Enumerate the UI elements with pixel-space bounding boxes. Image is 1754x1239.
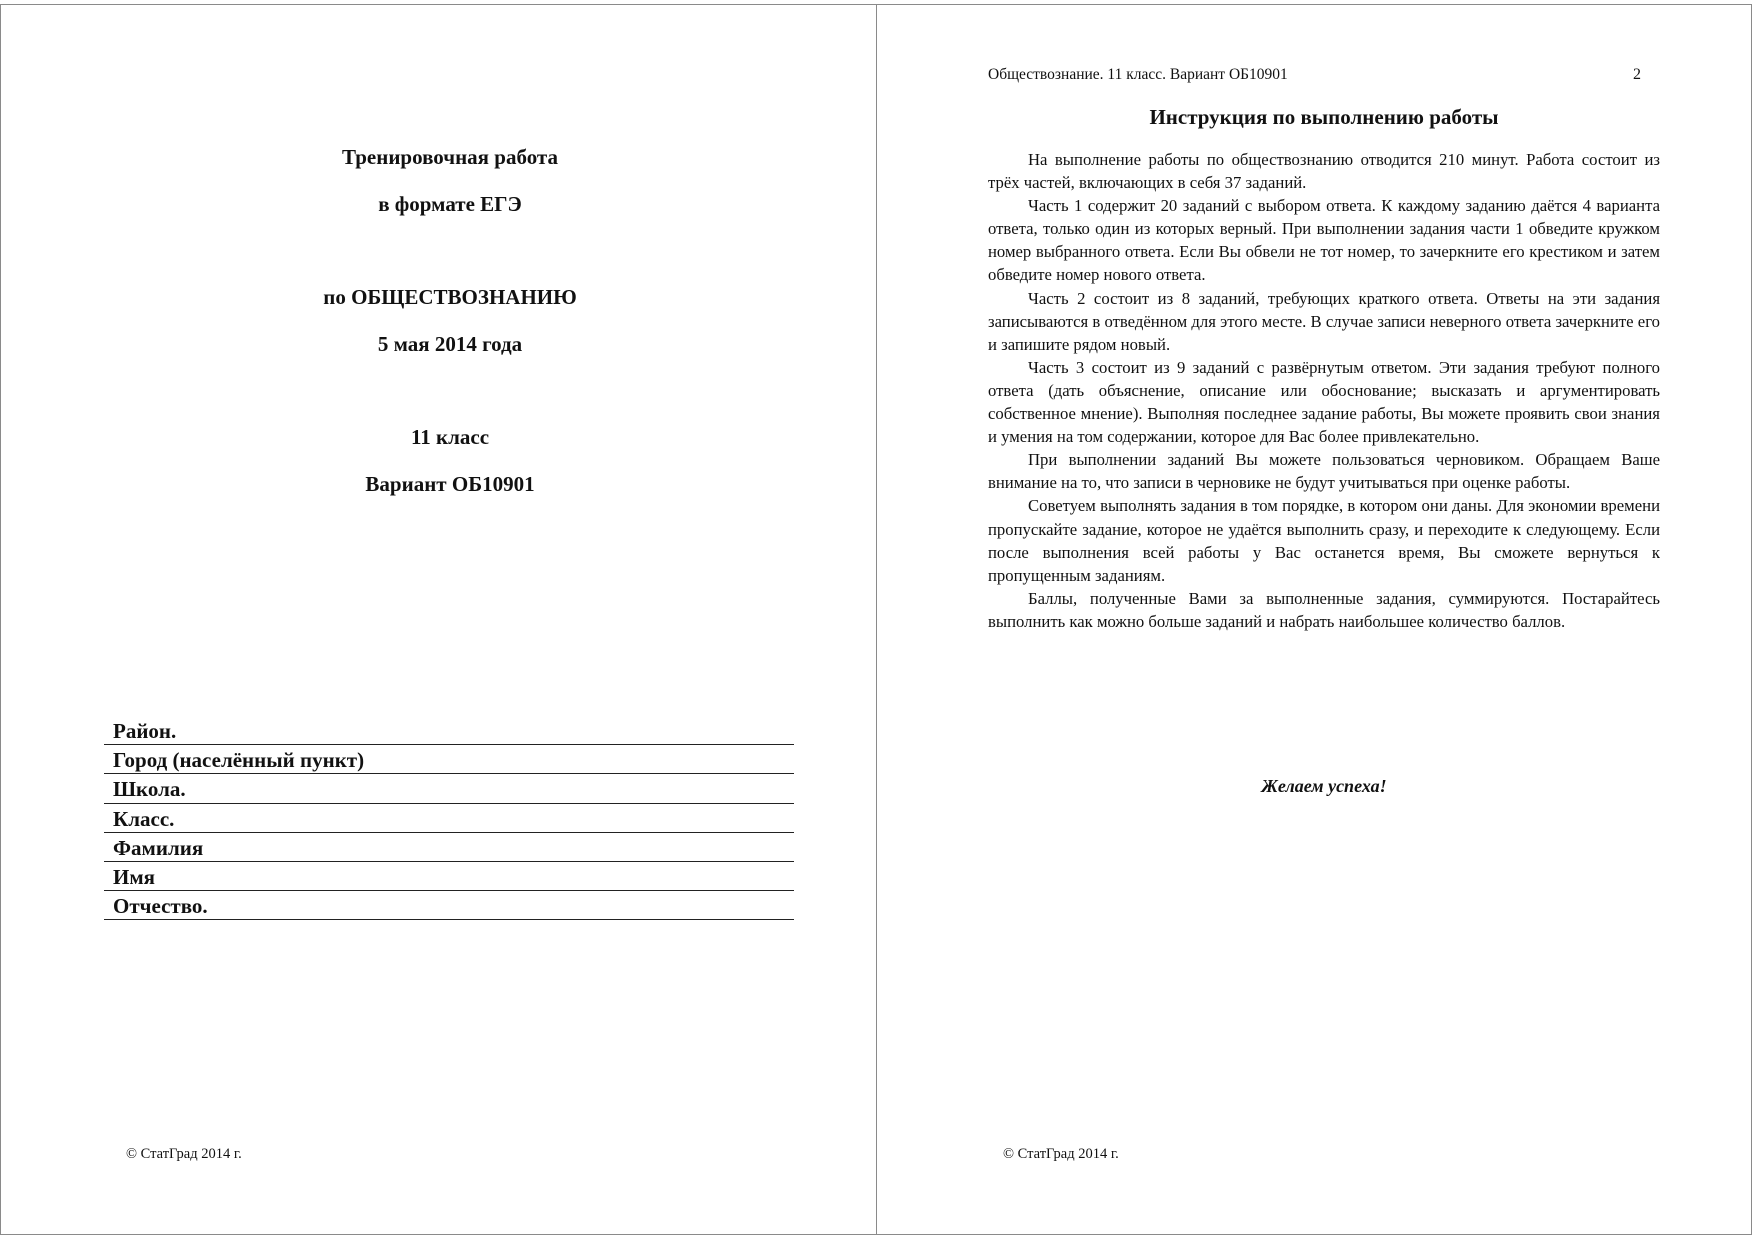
instruction-paragraph: Часть 2 состоит из 8 заданий, требующих краткого ответа. Ответы на эти задания записываются в отведённом для этого месте. В случае записи неверного ответа зачеркните его и запишите рядом новый.: [988, 288, 1660, 354]
left-page: [0, 0, 876, 1239]
instruction-paragraph: Баллы, полученные Вами за выполненные задания, суммируются. Постарайтесь выполнить как можно больше заданий и набрать наибольшее количество баллов.: [988, 588, 1660, 631]
variant-line: Вариант ОБ10901: [365, 472, 535, 496]
form-field-class[interactable]: Класс.: [104, 804, 794, 833]
running-head: Обществознание. 11 класс. Вариант ОБ10901: [988, 66, 1288, 83]
form-field-district[interactable]: Район.: [104, 716, 794, 745]
right-footer: © СтатГрад 2014 г.: [1003, 1146, 1119, 1162]
form-field-city[interactable]: Город (населённый пункт): [104, 745, 794, 774]
instruction-body: [988, 148, 1660, 633]
form-field-surname[interactable]: Фамилия: [104, 833, 794, 862]
title-line-2: в формате ЕГЭ: [378, 192, 522, 216]
page-number: 2: [1633, 66, 1641, 83]
right-page: [877, 0, 1754, 1239]
instruction-paragraph: Часть 1 содержит 20 заданий с выбором ответа. К каждому заданию даётся 4 варианта ответа, только один из которых верный. При выполнении задания части 1 обведите кружком номер выбранного ответа. Если Вы обвели не тот номер, то зачеркните его крестиком и затем обведите номер нового ответа.: [988, 196, 1660, 285]
instruction-title: Инструкция по выполнению работы: [1149, 105, 1499, 129]
instruction-paragraph: Советуем выполнять задания в том порядке, в котором они даны. Для экономии времени пропускайте задание, которое не удаётся выполнить сразу, и переходите к следующему. Если после выполнения всей работы у Вас останется время, Вы сможете вернуться к пропущенным заданиям.: [988, 496, 1660, 585]
grade-line: 11 класс: [410, 425, 490, 449]
instruction-paragraph: Часть 3 состоит из 9 заданий с развёрнутым ответом. Эти задания требуют полного ответа (дать объяснение, описание или обоснование; высказать и аргументировать собственное мнение). Выполняя последнее задание работы, Вы можете проявить свои знания и умения на том содержании, которое для Вас более привлекательно.: [988, 357, 1660, 447]
instruction-paragraph: При выполнении заданий Вы можете пользоваться черновиком. Обращаем Ваше внимание на то, что записи в черновике не будут учитываться при оценке работы.: [988, 450, 1660, 493]
student-info-form: [104, 716, 794, 920]
form-field-name[interactable]: Имя: [104, 862, 794, 891]
date-line: 5 мая 2014 года: [377, 332, 523, 356]
subject-line: по ОБЩЕСТВОЗНАНИЮ: [323, 285, 577, 309]
left-footer: © СтатГрад 2014 г.: [126, 1146, 242, 1162]
title-line-1: Тренировочная работа: [342, 145, 558, 169]
closing-wish: Желаем успеха!: [1261, 776, 1387, 796]
form-field-patronymic[interactable]: Отчество.: [104, 891, 794, 920]
form-field-school[interactable]: Школа.: [104, 774, 794, 803]
instruction-paragraph: На выполнение работы по обществознанию отводится 210 минут. Работа состоит из трёх частей, включающих в себя 37 заданий.: [988, 150, 1660, 193]
